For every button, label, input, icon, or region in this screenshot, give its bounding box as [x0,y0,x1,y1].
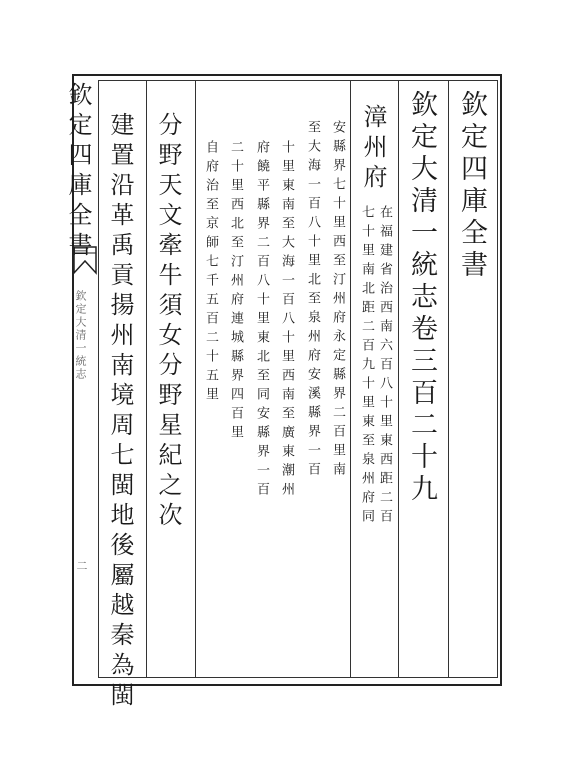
gutter-page-number: 二 [75,560,88,573]
location-line: 二十里西北至汀州府連城縣界四百里 [228,140,243,444]
column-rule [350,80,351,678]
gutter-label: 欽定大清一統志 [74,290,87,381]
location-line: 七十里南北距二百九十里東至泉州府同 [359,205,374,528]
fenye-text: 分野天文牽牛須女分野星紀之次 [154,112,182,532]
location-line: 十里東南至大海一百八十里西南至廣東潮州 [279,140,294,501]
running-title: 欽定四庫全書 [64,82,92,262]
location-line: 府饒平縣界二百八十里東北至同安縣界一百 [254,140,269,501]
location-line: 自府治至京師七千五百二十五里 [203,140,218,406]
column-rule [146,80,147,678]
location-line: 至大海一百八十里北至泉州府安溪縣界一百 [305,120,320,481]
column-rule [195,80,196,678]
location-line: 安縣界七十里西至汀州府永定縣界二百里南 [330,120,345,481]
location-line: 在福建省治西南六百八十里東西距二百 [377,205,392,528]
fish-tail-ornament [72,245,98,275]
jianzhi-text: 建置沿革禹貢揚州南境周七閩地後屬越秦為閩 [106,112,134,712]
prefecture-heading: 漳州府 [359,104,387,194]
volume-title: 欽定大清一統志卷三百二十九 [406,90,437,506]
column-rule [448,80,449,678]
collection-title: 欽定四庫全書 [456,90,487,282]
column-rule [398,80,399,678]
